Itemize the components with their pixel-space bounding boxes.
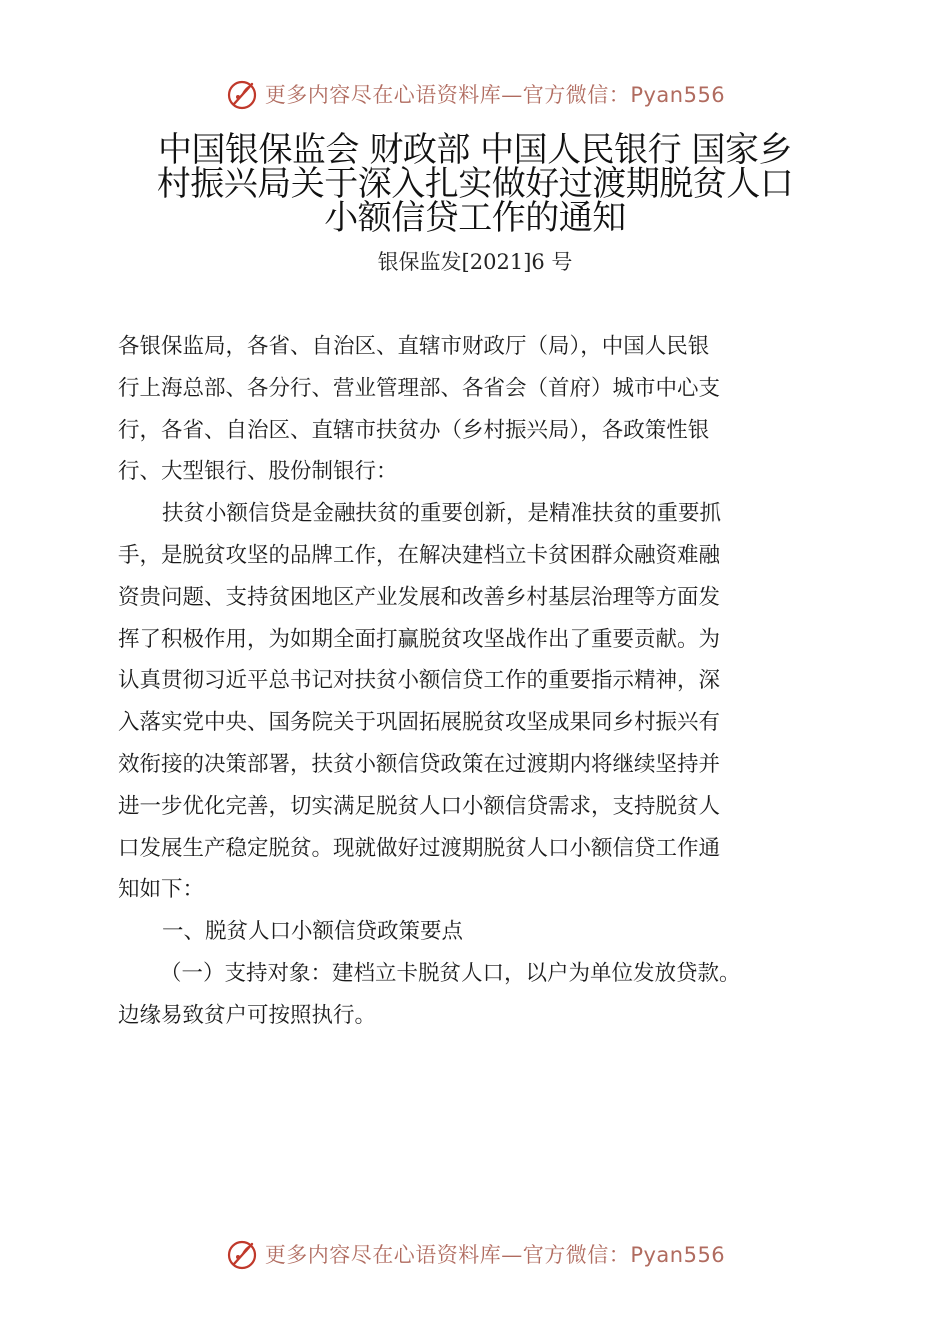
text-line: 一、脱贫人口小额信贷政策要点 [162,919,464,945]
text-line: 扶贫小额信贷是金融扶贫的重要创新，是精准扶贫的重要抓 [162,501,722,527]
text-line: 行、大型银行、股份制银行： [118,459,398,485]
text-line: 效衔接的决策部署，扶贫小额信贷政策在过渡期内将继续坚持并 [118,751,721,777]
title-line: 村振兴局关于深入扎实做好过渡期脱贫人口 [156,164,794,204]
text-line: 手，是脱贫攻坚的品牌工作，在解决建档立卡贫困群众融资难融 [118,542,721,568]
title-line: 小额信贷工作的通知 [324,198,626,238]
text-line: 挥了积极作用，为如期全面打赢脱贫攻坚战作出了重要贡献。为 [118,626,721,652]
banner-wechat-id: Pyan556 [630,1243,726,1267]
banner-text [265,1239,725,1269]
text-line: 资贵问题、支持贫困地区产业发展和改善乡村基层治理等方面发 [118,584,721,610]
text-line: 口发展生产稳定脱贫。现就做好过渡期脱贫人口小额信贷工作通 [118,835,721,861]
quill-seal-icon [225,77,259,111]
text-line: 知如下： [118,877,205,903]
text-line: 入落实党中央、国务院关于巩固拓展脱贫攻坚成果同乡村振兴有 [118,710,721,736]
text-line: 边缘易致贫户可按照执行。 [118,1002,377,1028]
text-line: 进一步优化完善，切实满足脱贫人口小额信贷需求，支持脱贫人 [118,793,721,819]
header-banner [0,72,950,116]
clause-paragraph [118,953,838,1037]
banner-text [265,79,725,109]
document-title [120,130,830,238]
footer-banner [0,1232,950,1276]
document-body [118,326,838,1037]
salutation-paragraph [118,326,838,493]
document-number: 银保监发[2021]6 号 [377,250,573,274]
quill-seal-icon [225,1237,259,1271]
text-line: 行，各省、自治区、直辖市扶贫办（乡村振兴局），各政策性银 [118,417,710,443]
text-line: 行上海总部、各分行、营业管理部、各省会（首府）城市中心支 [118,375,721,401]
text-line: 认真贯彻习近平总书记对扶贫小额信贷工作的重要指示精神，深 [118,668,721,694]
banner-wechat-id: Pyan556 [630,83,726,107]
section-heading [118,911,838,953]
text-line: 各银保监局，各省、自治区、直辖市财政厅（局），中国人民银 [118,334,710,359]
banner-text-cn: 更多内容尽在心语资料库—官方微信： [264,83,631,107]
banner-text-cn: 更多内容尽在心语资料库—官方微信： [264,1243,631,1267]
title-line: 中国银保监会 财政部 中国人民银行 国家乡 [158,130,792,170]
text-line: （一）支持对象：建档立卡脱贫人口，以户为单位发放贷款。 [160,960,741,986]
intro-paragraph [118,493,838,911]
